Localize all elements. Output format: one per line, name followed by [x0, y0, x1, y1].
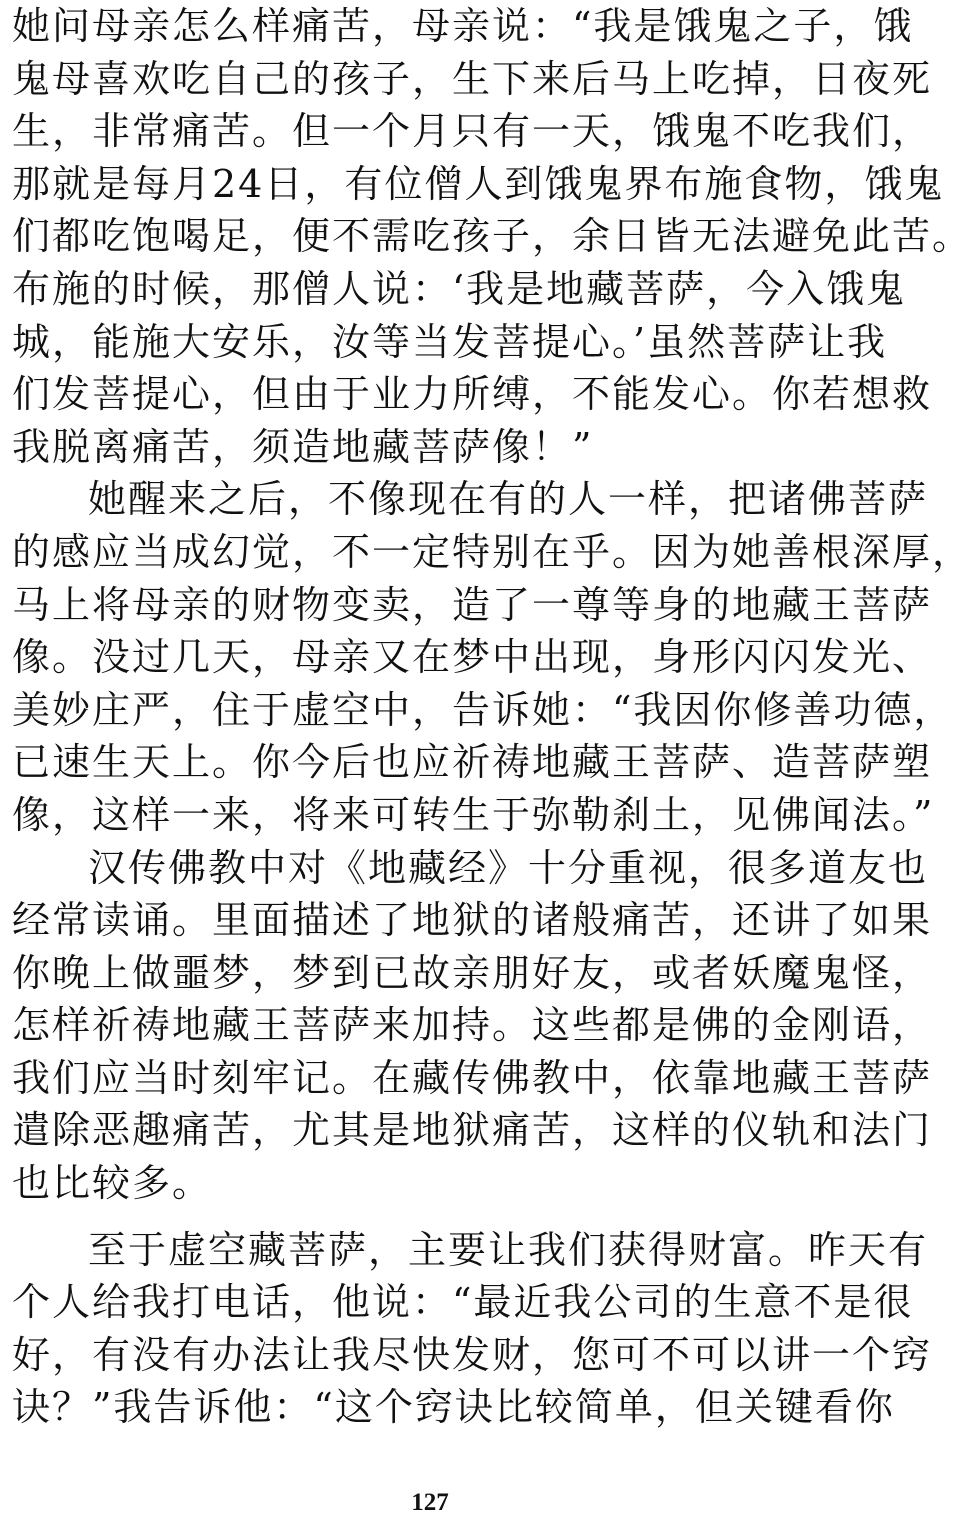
document-page: [12, 0, 972, 1434]
text-line: 城，能施大安乐，汝等当发菩提心。’虽然菩萨让我: [12, 319, 888, 364]
paragraph-gap: [12, 1210, 850, 1224]
text-line: 经常读诵。里面描述了地狱的诸般痛苦，还讲了如果: [12, 898, 933, 943]
text-line: 们都吃饱喝足，便不需吃孩子，余日皆无法避免此苦。: [12, 214, 972, 259]
text-line: 诀？”我告诉他：“这个窍诀比较简单，但关键看你: [12, 1385, 895, 1430]
text-line: 她醒来之后，不像现在有的人一样，把诸佛菩萨: [88, 477, 929, 522]
text-line: 们发菩提心，但由于业力所缚，不能发心。你若想救: [12, 372, 933, 417]
text-line: 我脱离痛苦，须造地藏菩萨像！”: [12, 424, 594, 469]
text-line: 布施的时候，那僧人说：‘我是地藏菩萨，今入饿鬼: [12, 266, 907, 311]
paragraph-3: [12, 842, 933, 1210]
text-line: 个人给我打电话，他说：“最近我公司的生意不是很: [12, 1280, 914, 1325]
text-line: 像，这样一来，将来可转生于弥勒刹土，见佛闻法。”: [12, 792, 935, 837]
text-line: 鬼母喜欢吃自己的孩子，生下来后马上吃掉，日夜死: [12, 56, 933, 101]
text-line: 怎样祈祷地藏王菩萨来加持。这些都是佛的金刚语，: [12, 1003, 933, 1048]
text-line: 马上将母亲的财物变卖，造了一尊等身的地藏王菩萨: [12, 582, 933, 627]
text-line: 美妙庄严，住于虚空中，告诉她：“我因你修善功德，: [12, 687, 954, 732]
text-line: 遣除恶趣痛苦，尤其是地狱痛苦，这样的仪轨和法门: [12, 1108, 933, 1153]
text-line: 汉传佛教中对《地藏经》十分重视，很多道友也: [88, 845, 929, 890]
text-line: 像。没过几天，母亲又在梦中出现，身形闪闪发光、: [12, 635, 933, 680]
text-line: 也比较多。: [12, 1161, 213, 1206]
text-line: 已速生天上。你今后也应祈祷地藏王菩萨、造菩萨塑: [12, 740, 933, 785]
text-line: 至于虚空藏菩萨，主要让我们获得财富。昨天有: [88, 1227, 929, 1272]
text-line: 好，有没有办法让我尽快发财，您可不可以讲一个窍: [12, 1332, 933, 1377]
paragraph-1: [12, 0, 972, 473]
text-line: 生，非常痛苦。但一个月只有一天，饿鬼不吃我们，: [12, 109, 933, 154]
text-line: 的感应当成幻觉，不一定特别在乎。因为她善根深厚，: [12, 529, 972, 574]
paragraph-2: [12, 473, 972, 841]
paragraph-4: [12, 1224, 933, 1434]
text-line: 你晚上做噩梦，梦到已故亲朋好友，或者妖魔鬼怪，: [12, 950, 933, 995]
text-line: 她问母亲怎么样痛苦，母亲说：“我是饿鬼之子，饿: [12, 4, 914, 48]
text-line: 我们应当时刻牢记。在藏传佛教中，依靠地藏王菩萨: [12, 1055, 933, 1100]
page-number: 127: [411, 1489, 449, 1516]
text-line: 那就是每月24日，有位僧人到饿鬼界布施食物，饿鬼: [12, 161, 945, 206]
